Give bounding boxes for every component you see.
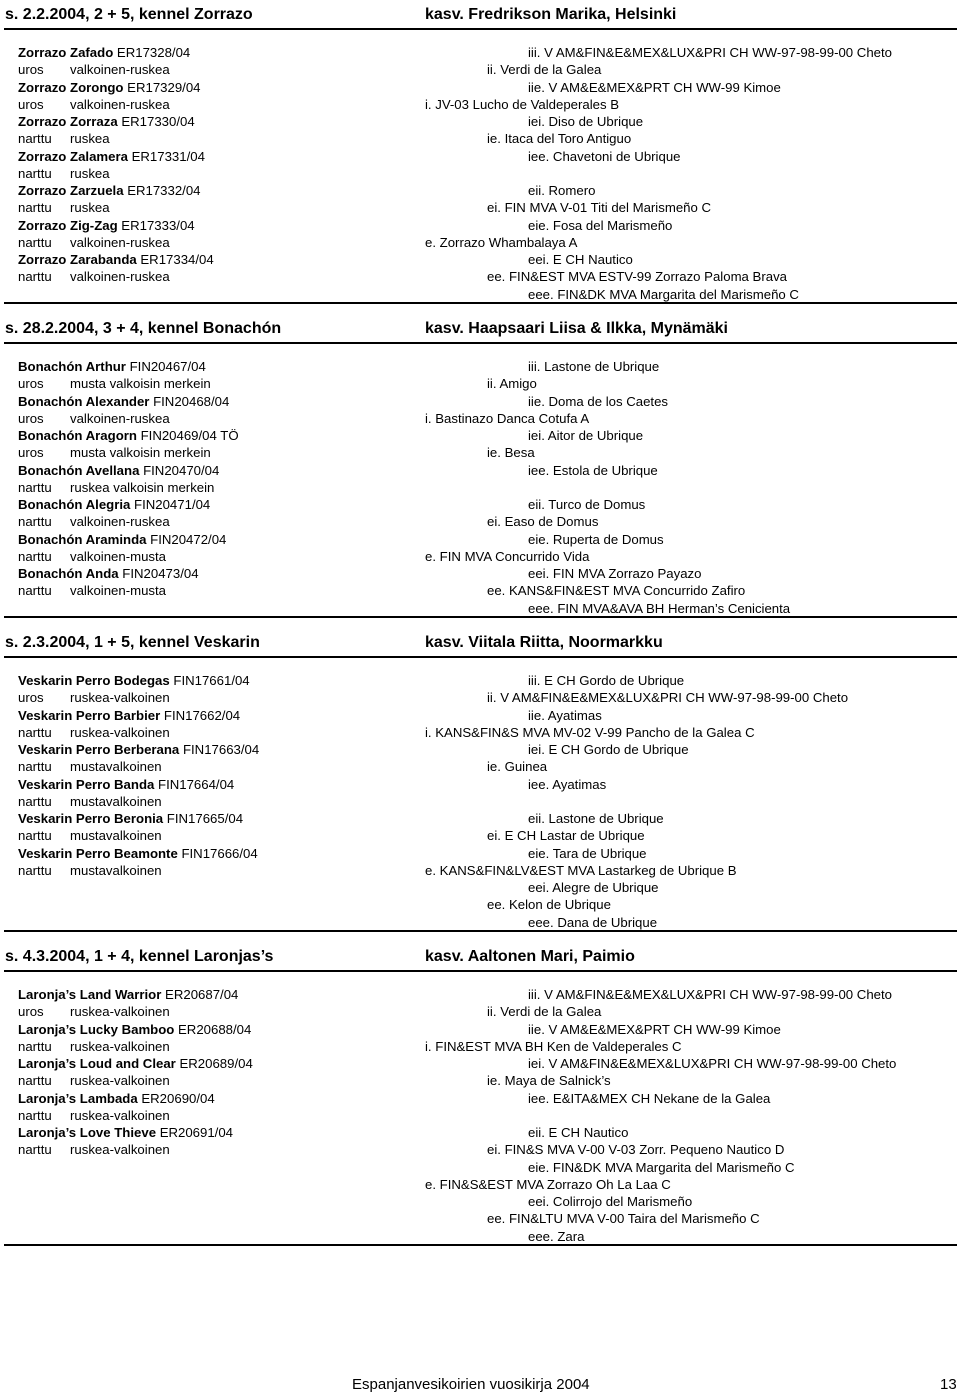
puppy-sex: uros [18,690,44,706]
puppy-sex: narttu [18,1038,52,1054]
puppy-name: Bonachón Alegria [18,497,131,512]
puppy-entry [18,531,239,548]
pedigree-line: eii. E CH Nautico [528,1125,629,1140]
breeder-heading: kasv. Viitala Riitta, Noormarkku [425,634,663,651]
puppy-color: ruskea-valkoinen [70,1004,170,1020]
puppy-list [18,44,214,286]
puppy-entry [18,1090,253,1107]
puppy-name: Bonachón Avellana [18,462,140,478]
pedigree-line: iii. V AM&FIN&E&MEX&LUX&PRI CH WW-97-98-99-00 Cheto [528,45,892,60]
pedigree-line: ie. Besa [487,445,535,461]
puppy-sex: narttu [18,269,52,285]
puppy-color: ruskea-valkoinen [70,1107,170,1123]
puppy-sex: narttu [18,583,52,599]
pedigree-line: eie. Fosa del Marismeño [528,217,673,233]
puppy-name: Zorrazo Zorongo [18,79,124,95]
registration-number: ER20691/04 [156,1125,234,1140]
puppy-sex: uros [18,376,44,392]
puppy-color: valkoinen-ruskea [70,96,170,112]
litter-heading: s. 28.2.2004, 3 + 4, kennel Bonachón [5,320,282,337]
litter-heading: s. 2.2.2004, 2 + 5, kennel Zorrazo [5,6,253,23]
registration-number: ER17332/04 [123,183,201,198]
puppy-name: Veskarin Perro Bodegas [18,673,170,688]
pedigree-line: ee. FIN&LTU MVA V-00 Taira del Marismeño C [487,1211,760,1227]
pedigree-line: eee. FIN MVA&AVA BH Herman’s Cenicienta [528,600,791,616]
registration-number: FIN17663/04 [179,742,260,757]
pedigree-line: eie. Ruperta de Domus [528,531,664,547]
registration-number: FIN17665/04 [163,811,244,826]
pedigree-line: ie. Itaca del Toro Antiguo [487,131,632,147]
registration-number: FIN17662/04 [160,707,241,723]
puppy-entry [18,148,214,165]
pedigree-line: eei. Alegre de Ubrique [528,880,659,895]
puppy-color: ruskea-valkoinen [70,690,170,706]
litter-heading: s. 4.3.2004, 1 + 4, kennel Laronjas’s [5,948,274,965]
puppy-color: ruskea [70,200,110,216]
puppy-color: mustavalkoinen [70,793,162,809]
registration-number: ER20690/04 [137,1090,215,1106]
puppy-name: Veskarin Perro Beronia [18,811,164,826]
registration-number: ER20687/04 [161,987,239,1002]
registration-number: ER17330/04 [117,114,195,129]
puppy-color: valkoinen-ruskea [70,62,170,78]
pedigree-line: ii. Verdi de la Galea [487,1004,602,1020]
breeder-heading: kasv. Fredrikson Marika, Helsinki [425,6,677,23]
puppy-entry [18,251,214,268]
pedigree-line: ii. Amigo [487,376,537,392]
puppy-name: Zorrazo Zig-Zag [18,217,118,233]
pedigree-line: ii. V AM&FIN&E&MEX&LUX&PRI CH WW-97-98-99-00 Cheto [487,690,849,706]
section-end-rule [4,930,957,932]
puppy-entry [18,113,214,130]
pedigree-line: ee. KANS&FIN&EST MVA Concurrido Zafiro [487,583,746,599]
registration-number: FIN20473/04 [118,566,199,581]
puppy-name: Veskarin Perro Berberana [18,742,180,757]
pedigree-line: eei. Colirrojo del Marismeño [528,1194,693,1209]
pedigree-line: ei. E CH Lastar de Ubrique [487,828,645,844]
pedigree-line: eee. Dana de Ubrique [528,914,658,930]
puppy-color: valkoinen-ruskea [70,410,170,426]
litter-heading: s. 2.3.2004, 1 + 5, kennel Veskarin [5,634,260,651]
pedigree-line: i. FIN&EST MVA BH Ken de Valdeperales C [425,1038,682,1054]
pedigree-line: ei. FIN&S MVA V-00 V-03 Zorr. Pequeno Nautico D [487,1142,785,1158]
puppy-list [18,358,239,600]
pedigree-list [425,986,896,1245]
pedigree-line: eii. Romero [528,183,596,198]
pedigree-line: ii. Verdi de la Galea [487,62,602,78]
puppy-entry [18,845,259,862]
pedigree-line: iee. E&ITA&MEX CH Nekane de la Galea [528,1090,771,1106]
pedigree-line: e. FIN MVA Concurrido Vida [425,548,590,564]
pedigree-line: eii. Lastone de Ubrique [528,811,664,826]
puppy-sex: narttu [18,793,52,809]
puppy-entry [18,427,239,444]
puppy-sex: narttu [18,828,52,844]
pedigree-line: e. KANS&FIN&LV&EST MVA Lastarkeg de Ubrique B [425,862,737,878]
puppy-color: ruskea-valkoinen [70,1038,170,1054]
puppy-color: mustavalkoinen [70,862,162,878]
puppy-entry [18,44,214,61]
puppy-entry [18,496,239,513]
pedigree-line: eee. Zara [528,1228,585,1244]
registration-number: ER17333/04 [117,217,195,233]
puppy-name: Zorrazo Zafado [18,45,114,60]
breeder-heading: kasv. Aaltonen Mari, Paimio [425,948,635,965]
puppy-sex: narttu [18,1107,52,1123]
puppy-sex: narttu [18,131,52,147]
puppy-entry [18,1055,253,1072]
pedigree-line: ee. Kelon de Ubrique [487,897,611,913]
pedigree-line: iie. V AM&E&MEX&PRT CH WW-99 Kimoe [528,1021,781,1037]
puppy-color: ruskea-valkoinen [70,1073,170,1089]
registration-number: ER20688/04 [174,1021,252,1037]
pedigree-line: ie. Maya de Salnick’s [487,1073,611,1089]
pedigree-line: iee. Ayatimas [528,776,607,792]
registration-number: ER20689/04 [175,1056,253,1071]
puppy-entry [18,79,214,96]
pedigree-line: iii. E CH Gordo de Ubrique [528,673,685,688]
puppy-entry [18,393,239,410]
registration-number: FIN20471/04 [130,497,211,512]
puppy-color: ruskea-valkoinen [70,1142,170,1158]
pedigree-line: iee. Estola de Ubrique [528,462,658,478]
puppy-sex: narttu [18,724,52,740]
puppy-sex: uros [18,410,44,426]
pedigree-line: ei. Easo de Domus [487,514,599,530]
puppy-entry [18,810,259,827]
puppy-color: musta valkoisin merkein [70,445,211,461]
registration-number: FIN20467/04 [125,359,206,374]
puppy-sex: uros [18,445,44,461]
section-rule [4,28,957,30]
puppy-name: Veskarin Perro Barbier [18,707,161,723]
puppy-list [18,986,253,1159]
registration-number: ER17334/04 [136,252,214,267]
pedigree-line: eee. FIN&DK MVA Margarita del Marismeño C [528,286,799,302]
puppy-color: valkoinen-musta [70,548,167,564]
puppy-entry [18,986,253,1003]
puppy-color: valkoinen-ruskea [70,234,170,250]
pedigree-line: iei. V AM&FIN&E&MEX&LUX&PRI CH WW-97-98-99-00 Cheto [528,1056,897,1071]
registration-number: FIN20469/04 TÖ [136,428,239,443]
puppy-name: Bonachón Aragorn [18,428,137,443]
page-number: 13 [940,1376,957,1393]
puppy-color: mustavalkoinen [70,828,162,844]
puppy-name: Zorrazo Zarzuela [18,183,124,198]
pedigree-line: iie. Doma de los Caetes [528,393,669,409]
puppy-name: Laronja’s Loud and Clear [18,1056,176,1071]
pedigree-line: iei. Diso de Ubrique [528,114,644,129]
section-end-rule [4,616,957,618]
puppy-name: Laronja’s Land Warrior [18,987,162,1002]
pedigree-line: iei. E CH Gordo de Ubrique [528,742,689,757]
pedigree-line: i. JV-03 Lucho de Valdeperales B [425,96,620,112]
registration-number: FIN17661/04 [169,673,250,688]
puppy-sex: narttu [18,548,52,564]
pedigree-line: iee. Chavetoni de Ubrique [528,148,681,164]
puppy-name: Bonachón Alexander [18,393,150,409]
puppy-color: musta valkoisin merkein [70,376,211,392]
puppy-color: ruskea-valkoinen [70,724,170,740]
puppy-entry [18,1124,253,1141]
puppy-color: ruskea [70,165,110,181]
puppy-name: Bonachón Arthur [18,359,126,374]
puppy-sex: narttu [18,479,52,495]
puppy-color: valkoinen-ruskea [70,269,170,285]
puppy-sex: uros [18,62,44,78]
puppy-color: valkoinen-ruskea [70,514,170,530]
section-rule [4,342,957,344]
pedigree-line: eie. FIN&DK MVA Margarita del Marismeño C [528,1159,795,1175]
puppy-name: Zorrazo Zalamera [18,148,128,164]
puppy-entry [18,217,214,234]
puppy-entry [18,565,239,582]
puppy-sex: narttu [18,234,52,250]
pedigree-list [425,44,892,303]
breeder-heading: kasv. Haapsaari Liisa & Ilkka, Mynämäki [425,320,728,337]
section-rule [4,656,957,658]
pedigree-list [425,672,848,931]
puppy-entry [18,1021,253,1038]
puppy-list [18,672,259,879]
pedigree-line: ee. FIN&EST MVA ESTV-99 Zorrazo Paloma Brava [487,269,788,285]
pedigree-line: eie. Tara de Ubrique [528,845,647,861]
footer-title: Espanjanvesikoirien vuosikirja 2004 [352,1376,590,1393]
registration-number: FIN20470/04 [139,462,220,478]
registration-number: FIN20468/04 [149,393,230,409]
registration-number: ER17328/04 [113,45,191,60]
section-end-rule [4,1244,957,1246]
puppy-entry [18,672,259,689]
pedigree-line: iii. V AM&FIN&E&MEX&LUX&PRI CH WW-97-98-99-00 Cheto [528,987,892,1002]
puppy-name: Zorrazo Zorraza [18,114,118,129]
puppy-entry [18,741,259,758]
puppy-name: Bonachón Anda [18,566,119,581]
puppy-sex: narttu [18,862,52,878]
registration-number: FIN17666/04 [177,845,258,861]
puppy-name: Bonachón Araminda [18,531,147,547]
puppy-sex: uros [18,1004,44,1020]
puppy-sex: uros [18,96,44,112]
puppy-entry [18,182,214,199]
section-end-rule [4,302,957,304]
puppy-sex: narttu [18,759,52,775]
puppy-color: ruskea [70,131,110,147]
pedigree-line: eii. Turco de Domus [528,497,646,512]
section-rule [4,970,957,972]
registration-number: FIN17664/04 [154,776,235,792]
puppy-name: Veskarin Perro Banda [18,776,155,792]
pedigree-line: ei. FIN MVA V-01 Titi del Marismeño C [487,200,712,216]
puppy-sex: narttu [18,1073,52,1089]
puppy-sex: narttu [18,165,52,181]
pedigree-list [425,358,790,617]
registration-number: ER17329/04 [123,79,201,95]
puppy-sex: narttu [18,514,52,530]
puppy-color: valkoinen-musta [70,583,167,599]
puppy-name: Laronja’s Lucky Bamboo [18,1021,175,1037]
pedigree-line: i. KANS&FIN&S MVA MV-02 V-99 Pancho de la Galea C [425,724,755,740]
puppy-name: Veskarin Perro Beamonte [18,845,178,861]
puppy-entry [18,707,259,724]
puppy-name: Zorrazo Zarabanda [18,252,137,267]
pedigree-line: iie. V AM&E&MEX&PRT CH WW-99 Kimoe [528,79,781,95]
pedigree-line: iei. Aitor de Ubrique [528,428,644,443]
pedigree-line: i. Bastinazo Danca Cotufa A [425,410,590,426]
pedigree-line: iie. Ayatimas [528,707,602,723]
puppy-entry [18,776,259,793]
puppy-entry [18,462,239,479]
pedigree-line: ie. Guinea [487,759,548,775]
pedigree-line: iii. Lastone de Ubrique [528,359,660,374]
puppy-sex: narttu [18,200,52,216]
registration-number: ER17331/04 [127,148,205,164]
puppy-entry [18,358,239,375]
puppy-color: mustavalkoinen [70,759,162,775]
pedigree-line: eei. FIN MVA Zorrazo Payazo [528,566,702,581]
pedigree-line: eei. E CH Nautico [528,252,633,267]
puppy-color: ruskea valkoisin merkein [70,479,215,495]
pedigree-line: e. Zorrazo Whambalaya A [425,234,578,250]
pedigree-line: e. FIN&S&EST MVA Zorrazo Oh La Laa C [425,1176,671,1192]
puppy-name: Laronja’s Lambada [18,1090,138,1106]
puppy-sex: narttu [18,1142,52,1158]
registration-number: FIN20472/04 [146,531,227,547]
puppy-name: Laronja’s Love Thieve [18,1125,157,1140]
